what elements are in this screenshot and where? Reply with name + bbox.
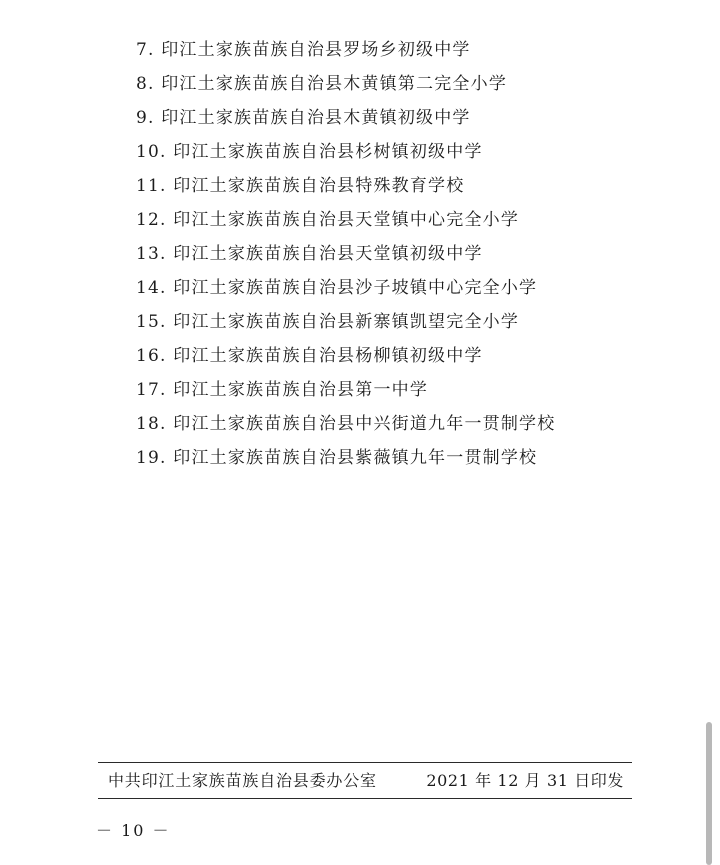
list-item: 17. 印江土家族苗族自治县第一中学 xyxy=(136,380,429,400)
list-item: 11. 印江土家族苗族自治县特殊教育学校 xyxy=(136,176,465,196)
school-list xyxy=(136,33,555,475)
scrollbar-thumb[interactable] xyxy=(706,722,712,865)
footer-bottom-rule xyxy=(98,798,632,799)
issue-date: 2021 年 12 月 31 日印发 xyxy=(426,771,624,790)
list-item: 15. 印江土家族苗族自治县新寨镇凯望完全小学 xyxy=(136,312,520,332)
list-item: 10. 印江土家族苗族自治县杉树镇初级中学 xyxy=(136,142,483,162)
list-item: 18. 印江土家族苗族自治县中兴街道九年一贯制学校 xyxy=(136,414,556,434)
list-item: 8. 印江土家族苗族自治县木黄镇第二完全小学 xyxy=(136,74,508,94)
list-item: 7. 印江土家族苗族自治县罗场乡初级中学 xyxy=(136,40,471,60)
issuing-office: 中共印江土家族苗族自治县委办公室 xyxy=(108,771,377,790)
page-number: － 10 － xyxy=(96,821,171,840)
list-item: 13. 印江土家族苗族自治县天堂镇初级中学 xyxy=(136,244,483,264)
list-item: 14. 印江土家族苗族自治县沙子坡镇中心完全小学 xyxy=(136,278,538,298)
list-item: 9. 印江土家族苗族自治县木黄镇初级中学 xyxy=(136,108,471,128)
list-item: 19. 印江土家族苗族自治县紫薇镇九年一贯制学校 xyxy=(136,448,538,468)
list-item: 16. 印江土家族苗族自治县杨柳镇初级中学 xyxy=(136,346,483,366)
footer-top-rule xyxy=(98,762,632,763)
list-item: 12. 印江土家族苗族自治县天堂镇中心完全小学 xyxy=(136,210,520,230)
